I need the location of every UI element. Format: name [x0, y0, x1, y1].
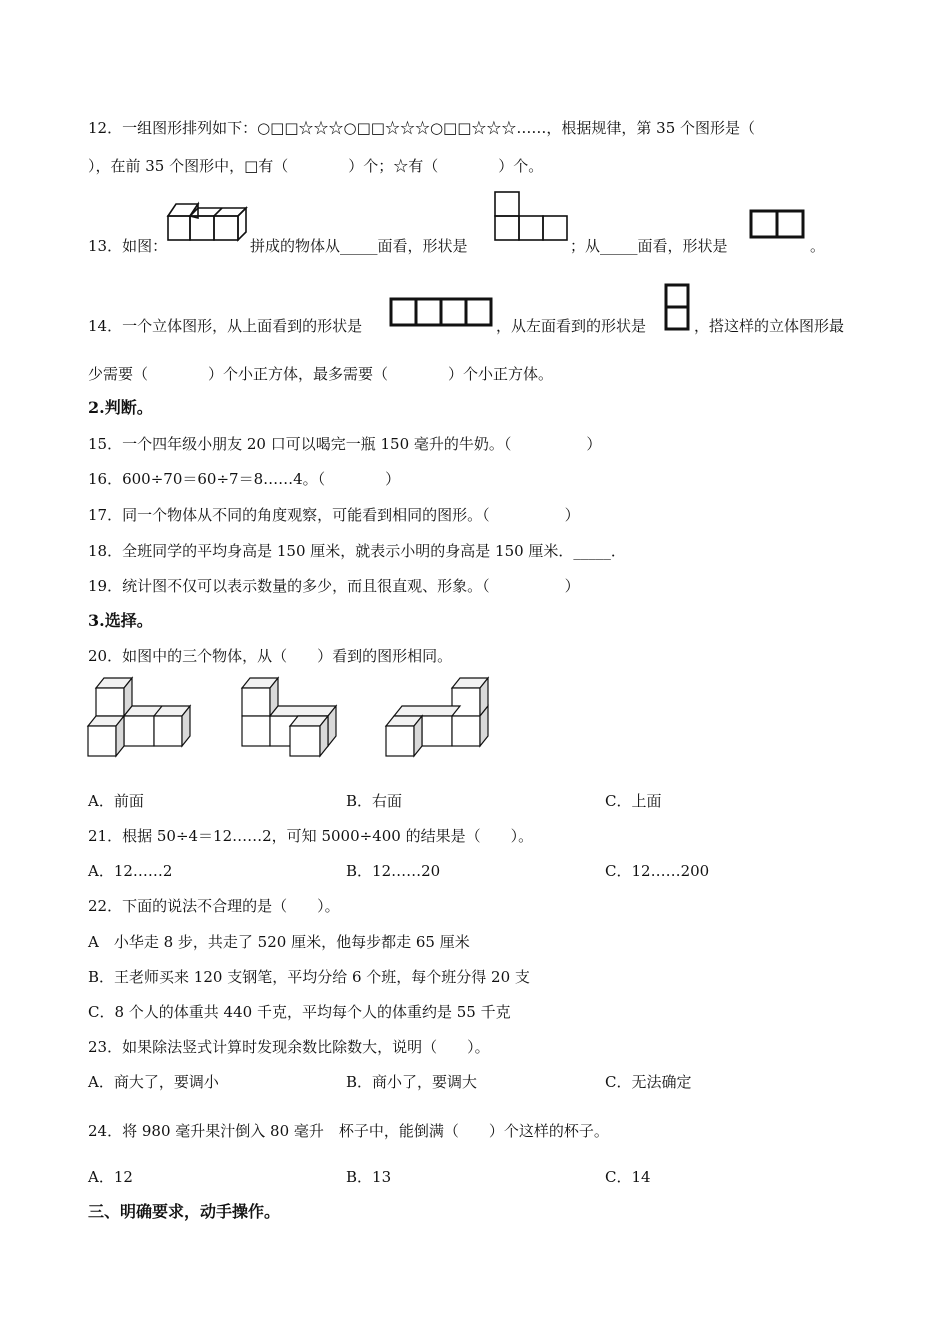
section-three-title: 三、明确要求，动手操作。: [88, 1202, 281, 1221]
q13-mid2: ；从_____面看，形状是: [570, 237, 728, 255]
q24-option-a[interactable]: A．12: [88, 1168, 133, 1186]
q16: 16．600÷70＝60÷7＝8……4。（ ）: [88, 470, 401, 488]
q15: 15．一个四年级小朋友 20 口可以喝完一瓶 150 毫升的牛奶。（ ）: [88, 435, 602, 453]
q14-left-view-figure: [664, 283, 690, 331]
q20-object-2: [240, 676, 344, 758]
q18: 18．全班同学的平均身高是 150 厘米，就表示小明的身高是 150 厘米．_____．: [88, 542, 626, 560]
q14-part3: ，搭这样的立体图形最: [694, 317, 845, 335]
q14-top-view-figure: [389, 297, 493, 327]
q12-line1: 12．一组图形排列如下：○□□☆☆☆○□□☆☆☆○□□☆☆☆……，根据规律，第 35 个图形是（: [88, 119, 756, 137]
q20-object-1: [86, 676, 196, 758]
q13-cube-figure: [166, 200, 248, 242]
q14-line2: 少需要（ ）个小正方体，最多需要（ ）个小正方体。: [88, 365, 554, 383]
q13-end: 。: [810, 237, 826, 255]
q24-option-c[interactable]: C．14: [605, 1168, 651, 1186]
q23-option-b[interactable]: B．商小了，要调大: [346, 1073, 478, 1091]
section-3-title: 3.选择。: [88, 611, 153, 630]
q22-option-c[interactable]: C．8 个人的体重共 440 千克，平均每个人的体重约是 55 千克: [88, 1003, 511, 1021]
q20-text: 20．如图中的三个物体，从（ ）看到的图形相同。: [88, 647, 453, 665]
q21-option-a[interactable]: A．12……2: [88, 862, 173, 880]
q21-option-b[interactable]: B．12……20: [346, 862, 441, 880]
q22-text: 22．下面的说法不合理的是（ ）。: [88, 897, 340, 915]
q13-view-figure-1: [494, 191, 570, 241]
q20-option-a[interactable]: A．前面: [88, 792, 144, 810]
q21-text: 21．根据 50÷4＝12……2，可知 5000÷400 的结果是（ ）。: [88, 827, 534, 845]
q17: 17．同一个物体从不同的角度观察，可能看到相同的图形。（ ）: [88, 506, 580, 524]
q23-option-a[interactable]: A．商大了，要调小: [88, 1073, 219, 1091]
q13-mid1: 拼成的物体从_____面看，形状是: [250, 237, 468, 255]
section-2-title: 2.判断。: [88, 398, 153, 417]
q23-option-c[interactable]: C．无法确定: [605, 1073, 692, 1091]
q24-option-b[interactable]: B．13: [346, 1168, 392, 1186]
q13-view-figure-2: [749, 209, 805, 239]
q22-option-b[interactable]: B．王老师买来 120 支钢笔，平均分给 6 个班，每个班分得 20 支: [88, 968, 530, 986]
q21-option-c[interactable]: C．12……200: [605, 862, 710, 880]
q19: 19．统计图不仅可以表示数量的多少，而且很直观、形象。（ ）: [88, 577, 580, 595]
q24-text: 24．将 980 毫升果汁倒入 80 毫升 杯子中，能倒满（ ）个这样的杯子。: [88, 1122, 609, 1140]
q12-line2: ），在前 35 个图形中，□有（ ）个；☆有（ ）个。: [88, 157, 544, 175]
q20-option-b[interactable]: B．右面: [346, 792, 403, 810]
q20-object-3: [384, 676, 494, 758]
q13-prefix: 13．如图：: [88, 237, 168, 255]
q14-part2: ，从左面看到的形状是: [496, 317, 647, 335]
q22-option-a[interactable]: A 小华走 8 步，共走了 520 厘米，他每步都走 65 厘米: [88, 933, 470, 951]
q20-option-c[interactable]: C．上面: [605, 792, 662, 810]
q14-part1: 14．一个立体图形，从上面看到的形状是: [88, 317, 363, 335]
q23-text: 23．如果除法竖式计算时发现余数比除数大，说明（ ）。: [88, 1038, 490, 1056]
